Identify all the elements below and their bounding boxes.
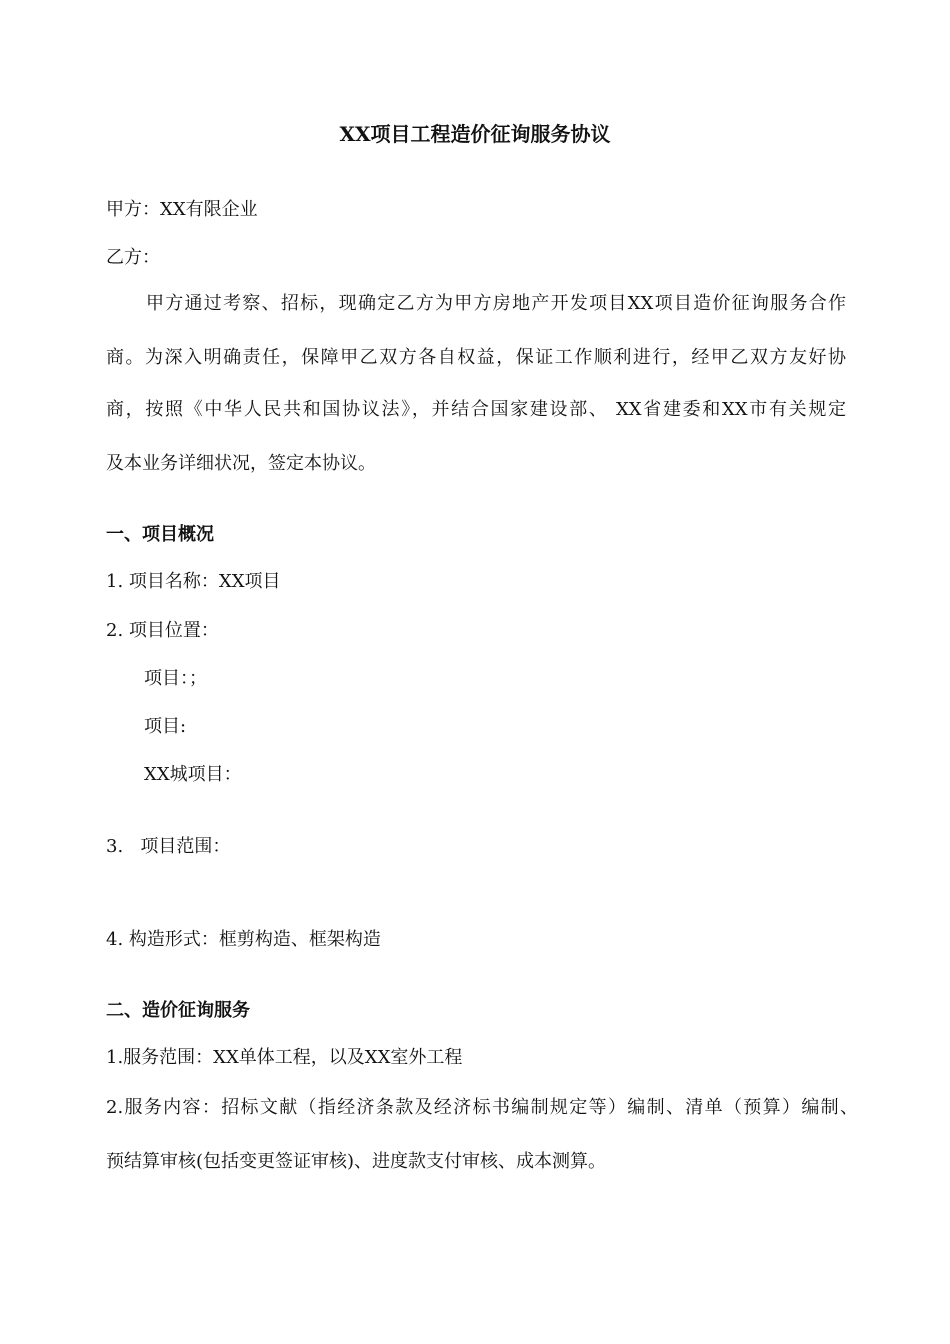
section1-heading: 一、项目概况 <box>106 524 214 545</box>
party-a: 甲方：XX有限企业 <box>106 199 258 220</box>
section1-item4: 4. 构造形式：框剪构造、框架构造 <box>106 929 381 950</box>
section2-heading: 二、造价征询服务 <box>106 1000 250 1021</box>
intro-line-2: 商。为深入明确责任，保障甲乙双方各自权益，保证工作顺利进行，经甲乙双方友好协 <box>106 347 846 368</box>
section2-item1: 1.服务范围：XX单体工程，以及XX室外工程 <box>106 1047 463 1068</box>
section1-item2: 2. 项目位置： <box>106 620 219 641</box>
section1-item2-sub1: 项目：； <box>144 668 207 689</box>
section1-item2-sub2: 项目: <box>144 716 187 737</box>
section1-item1: 1. 项目名称：XX项目 <box>106 571 281 592</box>
intro-line-1: 甲方通过考察、招标，现确定乙方为甲方房地产开发项目XX项目造价征询服务合作 <box>146 293 846 314</box>
intro-line-4: 及本业务详细状况，签定本协议。 <box>106 453 376 474</box>
party-b: 乙方： <box>106 247 160 268</box>
section2-item2-line2: 预结算审核(包括变更签证审核)、进度款支付审核、成本测算。 <box>106 1151 607 1172</box>
section1-item3: 3. 项目范围： <box>106 836 231 857</box>
intro-line-3: 商，按照《中华人民共和国协议法》，并结合国家建设部、 XX省建委和XX市有关规定 <box>106 399 846 420</box>
section2-item2-line1: 2.服务内容：招标文献（指经济条款及经济标书编制规定等）编制、清单（预算）编制、 <box>106 1097 858 1118</box>
section1-item2-sub3: XX城项目： <box>144 764 242 785</box>
document-title: XX项目工程造价征询服务协议 <box>339 122 611 146</box>
